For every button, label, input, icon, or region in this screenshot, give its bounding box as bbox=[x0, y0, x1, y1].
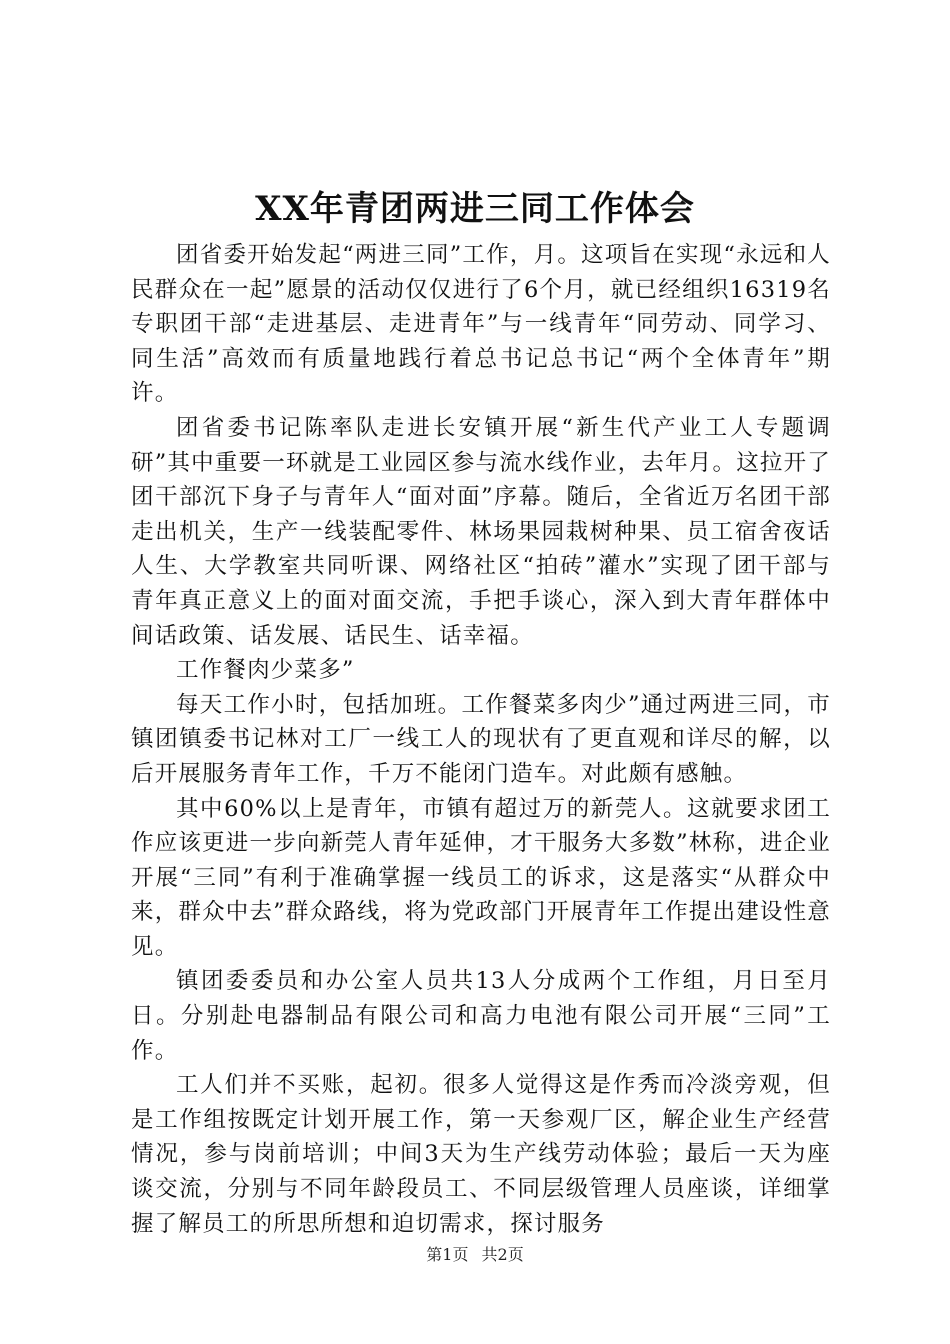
paragraph: 每天工作小时，包括加班。工作餐菜多肉少”通过两进三同，市镇团镇委书记林对工厂一线工人的现状有了更直观和详尽的解，以后开展服务青年工作，千万不能闭门造车。对此颇有感触。 bbox=[131, 691, 831, 787]
paragraph: 镇团委委员和办公室人员共13人分成两个工作组，月日至月日。分别赴电器制品有限公司和高力电池有限公司开展“三同”工作。 bbox=[131, 968, 831, 1064]
document-body bbox=[131, 238, 831, 1241]
document-title: XX年青团两进三同工作体会 bbox=[255, 189, 695, 229]
paragraph: 团省委书记陈率队走进长安镇开展“新生代产业工人专题调研”其中重要一环就是工业园区参与流水线作业，去年月。这拉开了团干部沉下身子与青年人“面对面”序幕。随后，全省近万名团干部走出机关，生产一线装配零件、林场果园栽树种果、员工宿舍夜话人生、大学教室共同听课、网络社区“拍砖”灌水”实现了团干部与青年真正意义上的面对面交流，手把手谈心，深入到大青年群体中间话政策、话发展、话民生、话幸福。 bbox=[131, 414, 832, 649]
page-total: 共2页 bbox=[481, 1245, 524, 1264]
paragraph: 其中60%以上是青年，市镇有超过万的新莞人。这就要求团工作应该更进一步向新莞人青年延伸，才干服务大多数”林称，进企业开展“三同”有利于准确掌握一线员工的诉求，这是落实“从群众中来，群众中去”群众路线，将为党政部门开展青年工作提出建设性意见。 bbox=[131, 795, 832, 960]
paragraph: 工人们并不买账，起初。很多人觉得这是作秀而冷淡旁观，但是工作组按既定计划开展工作，第一天参观厂区，解企业生产经营情况，参与岗前培训；中间3天为生产线劳动体验；最后一天为座谈交流，分别与不同年龄段员工、不同层级管理人员座谈，详细掌握了解员工的所思所想和迫切需求，探讨服务 bbox=[131, 1072, 831, 1237]
page-footer bbox=[0, 1244, 950, 1266]
paragraph: 工作餐肉少菜多” bbox=[176, 657, 355, 684]
page-number: 第1页 bbox=[426, 1245, 469, 1264]
paragraph: 团省委开始发起“两进三同”工作，月。这项旨在实现“永远和人民群众在一起”愿景的活动仅仅进行了6个月，就已经组织16319名专职团干部“走进基层、走进青年”与一线青年“同劳动、同学习、同生活”高效而有质量地践行着总书记总书记“两个全体青年”期许。 bbox=[131, 242, 831, 407]
